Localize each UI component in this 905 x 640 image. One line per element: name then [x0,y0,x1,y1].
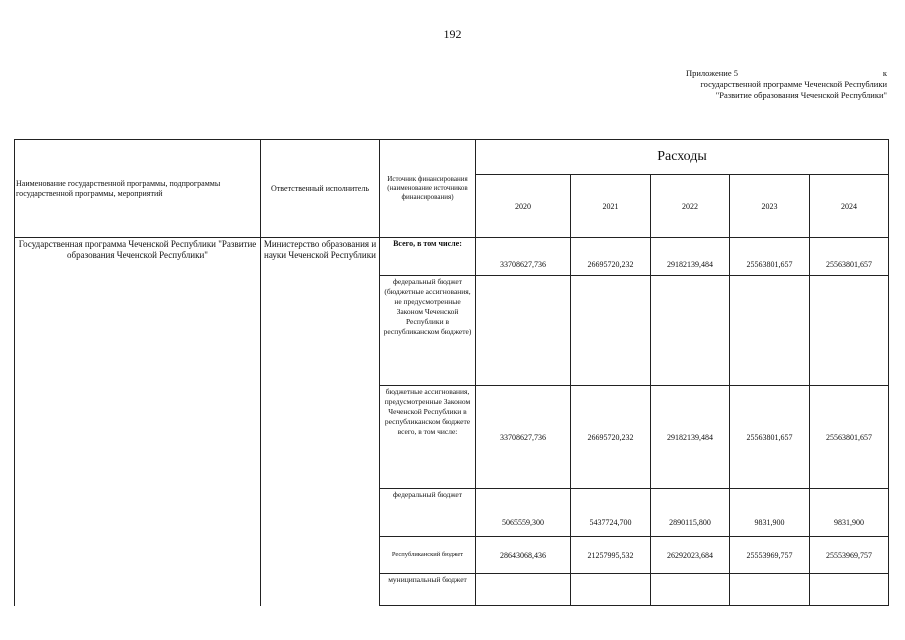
value-cell [730,276,810,386]
value-cell: 26292023,684 [651,537,730,574]
financing-table [14,139,889,606]
header-year-2020: 2020 [476,175,571,238]
value-cell [651,276,730,386]
program-name: Государственная программа Чеченской Республики "Развитие образования Чеченской Республики" [15,238,261,606]
value-cell: 29182139,484 [651,238,730,276]
header-year-2021: 2021 [571,175,651,238]
value-cell: 9831,900 [730,489,810,537]
header-year-2024: 2024 [810,175,889,238]
header-year-2022: 2022 [651,175,730,238]
appendix-to: к [882,68,887,78]
value-cell [476,276,571,386]
header-source: Источник финансирования (наименование источников финансирования) [380,140,476,238]
appendix-program-name: "Развитие образования Чеченской Республики" [715,90,887,100]
value-cell [810,574,889,606]
value-cell: 25553969,757 [730,537,810,574]
value-cell: 25563801,657 [810,238,889,276]
source-cell: федеральный бюджет [380,489,476,537]
value-cell: 28643068,436 [476,537,571,574]
value-cell: 26695720,232 [571,238,651,276]
value-cell: 25563801,657 [810,386,889,489]
value-cell [730,574,810,606]
value-cell: 21257995,532 [571,537,651,574]
value-cell: 5437724,700 [571,489,651,537]
program-executor: Министерство образования и науки Чеченской Республики [261,238,380,606]
value-cell: 9831,900 [810,489,889,537]
page-number: 192 [443,27,462,41]
value-cell [651,574,730,606]
value-cell: 5065559,300 [476,489,571,537]
appendix-title: Приложение 5 [686,68,738,78]
value-cell: 29182139,484 [651,386,730,489]
value-cell [810,276,889,386]
header-executor: Ответственный исполнитель [261,140,380,238]
value-cell [571,276,651,386]
appendix-program-line: государственной программе Чеченской Республики [700,79,887,89]
value-cell: 33708627,736 [476,386,571,489]
value-cell: 33708627,736 [476,238,571,276]
appendix-header [672,68,887,101]
source-cell: Республиканский бюджет [380,537,476,574]
value-cell: 2890115,800 [651,489,730,537]
header-expenses: Расходы [476,140,889,175]
table-row [15,238,889,276]
source-cell: Всего, в том числе: [380,238,476,276]
value-cell: 25553969,757 [810,537,889,574]
value-cell: 25563801,657 [730,238,810,276]
header-name: Наименование государственной программы, подпрограммы государственной программы, мероприятий [15,140,261,238]
value-cell [571,574,651,606]
source-cell: бюджетные ассигнования, предусмотренные Законом Чеченской Республики в республиканском бюджете всего, в том числе: [380,386,476,489]
value-cell [476,574,571,606]
source-cell: муниципальный бюджет [380,574,476,606]
value-cell: 25563801,657 [730,386,810,489]
value-cell: 26695720,232 [571,386,651,489]
source-cell: федеральный бюджет (бюджетные ассигнования, не предусмотренные Законом Чеченской Республики в республиканском бюджете) [380,276,476,386]
header-year-2023: 2023 [730,175,810,238]
